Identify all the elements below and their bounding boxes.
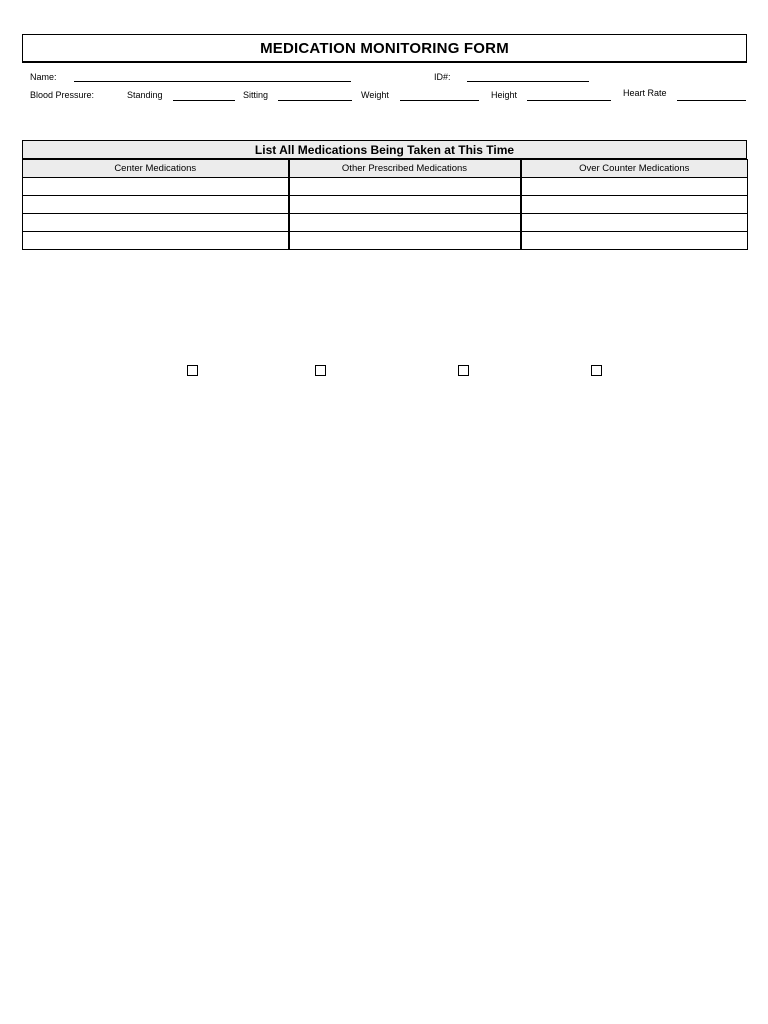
- over-counter-medications-header: Over Counter Medications: [521, 160, 748, 178]
- vitals-row: [22, 89, 747, 108]
- table-row: [23, 232, 748, 250]
- blood-pressure-label: Blood Pressure:: [30, 90, 95, 100]
- table-cell[interactable]: [289, 178, 521, 196]
- checkbox[interactable]: [187, 365, 198, 376]
- table-row: [23, 196, 748, 214]
- sitting-label: Sitting: [243, 90, 269, 100]
- name-label: Name:: [30, 72, 57, 82]
- other-prescribed-medications-header: Other Prescribed Medications: [289, 160, 521, 178]
- table-cell[interactable]: [521, 178, 748, 196]
- name-id-row: [22, 70, 747, 89]
- table-cell[interactable]: [23, 178, 289, 196]
- weight-label: Weight: [361, 90, 389, 100]
- table-cell[interactable]: [289, 214, 521, 232]
- checkbox[interactable]: [591, 365, 602, 376]
- checkbox[interactable]: [315, 365, 326, 376]
- sitting-field[interactable]: [278, 100, 352, 101]
- standing-field[interactable]: [173, 100, 235, 101]
- table-row: [23, 178, 748, 196]
- table-cell[interactable]: [289, 196, 521, 214]
- standing-label: Standing: [127, 90, 163, 100]
- id-label: ID#:: [434, 72, 451, 82]
- checkbox[interactable]: [458, 365, 469, 376]
- table-cell[interactable]: [23, 196, 289, 214]
- form-title: MEDICATION MONITORING FORM: [22, 34, 747, 63]
- table-cell[interactable]: [521, 196, 748, 214]
- table-cell[interactable]: [521, 232, 748, 250]
- heart-rate-label: Heart Rate: [623, 88, 667, 98]
- name-field[interactable]: [74, 81, 351, 82]
- medications-section-title: List All Medications Being Taken at This Time: [22, 140, 747, 159]
- heart-rate-field[interactable]: [677, 100, 746, 101]
- id-field[interactable]: [467, 81, 589, 82]
- table-cell[interactable]: [23, 232, 289, 250]
- table-header-row: [23, 160, 748, 178]
- table-cell[interactable]: [289, 232, 521, 250]
- height-field[interactable]: [527, 100, 611, 101]
- center-medications-header: Center Medications: [23, 160, 289, 178]
- medication-monitoring-form: [22, 34, 747, 174]
- table-cell[interactable]: [23, 214, 289, 232]
- height-label: Height: [491, 90, 518, 100]
- weight-field[interactable]: [400, 100, 479, 101]
- table-cell[interactable]: [521, 214, 748, 232]
- medications-table: [22, 159, 748, 250]
- table-row: [23, 214, 748, 232]
